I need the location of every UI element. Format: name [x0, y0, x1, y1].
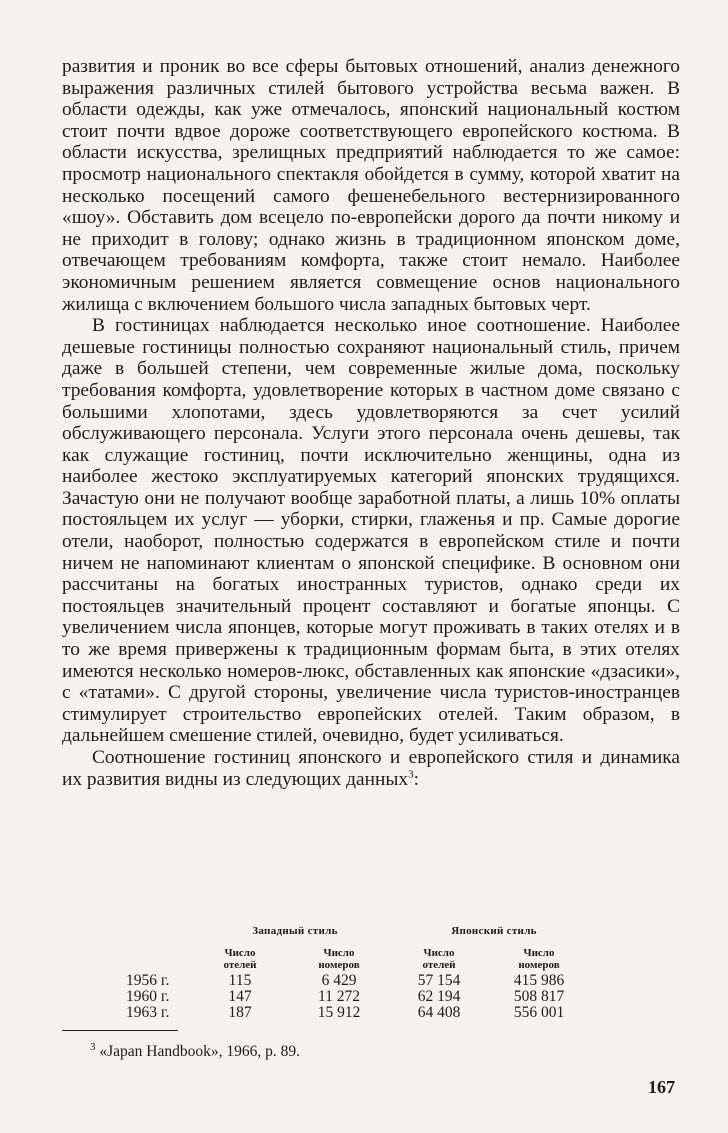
table-row	[126, 1005, 594, 1021]
japanese-rooms-cell: 556 001	[513, 1004, 565, 1021]
footnote	[90, 1040, 300, 1061]
year-cell: 1963 г.	[126, 1004, 170, 1021]
year-cell: 1960 г.	[126, 988, 170, 1005]
main-text	[62, 56, 680, 790]
japanese-hotels-cell: 57 154	[417, 972, 461, 989]
paragraph-2: В гостиницах наблюдается несколько иное соотношение. Наиболее дешевые гостиницы полностью сохраняют национальный стиль, причем даже в большей степени, чем современные жилые дома, поскольку требования комфорта, удовлетворение которых в частном доме связано с большими хлопотами, здесь удовлетворяются за счет усилий обслуживающего персонала. Услуги этого персонала очень дешевы, так как служащие гостиниц, почти исключительно женщины, одна из наиболее жестоко эксплуатируемых категорий японских трудящихся. Зачастую они не получают вообще заработной платы, а лишь 10% оплаты постояльцем их услуг — уборки, стирки, глаженья и пр. Самые дорогие отели, наоборот, полностью содержатся в европейском стиле и почти ничем не напоминают клиентам о японской специфике. В основном они рассчитаны на богатых иностранных туристов, однако среди их постояльцев значительный процент составляют и богатые японцы. С увеличением числа японцев, которые могут проживать в таких отелях и в то же время привержены к традиционным формам быта, в этих отелях имеются несколько номеров-люкс, обставленных как японские «дзасики», с «татами». С другой стороны, увеличение числа туристов-иностранцев стимулирует строительство европейских отелей. Таким образом, в дальнейшем смешение стилей, очевидно, будет усиливаться.	[62, 315, 680, 747]
japanese-hotels-cell: 64 408	[417, 1004, 461, 1021]
column-header-japanese-rooms: Число номеров	[518, 947, 560, 971]
paragraph-3: Соотношение гостиниц японского и европейского стиля и динамика их развития видны из следующих данных$^3$:	[62, 747, 680, 790]
paragraph-1: развития и проник во все сферы бытовых отношений, анализ денежного выражения различных стилей бытового устройства весьма важен. В области одежды, как уже отмечалось, японский национальный костюм стоит почти вдвое дороже соответствующего европейского костюма. В области искусства, зрелищных предприятий наблюдается то же самое: просмотр национального спектакля обойдется в сумму, которой хватит на несколько посещений самого фешенебельного вестернизированного «шоу». Обставить дом всецело по-европейски дорого да почти никому и не приходит в голову; однако жизнь в традиционном японском доме, отвечающем требованиям комфорта, также стоит немало. Наиболее экономичным решением является совмещение основ национального жилища с включением большого числа западных бытовых черт.	[62, 56, 680, 315]
western-hotels-cell: 147	[228, 988, 252, 1005]
footnote-reference: 3	[408, 768, 414, 781]
footnote-divider	[62, 1030, 178, 1031]
page-number: 167	[648, 1077, 675, 1097]
western-rooms-cell: 11 272	[317, 988, 361, 1005]
japanese-rooms-cell: 508 817	[513, 988, 565, 1005]
footnote-text: «Japan Handbook», 1966, p. 89.	[99, 1043, 300, 1060]
western-hotels-cell: 187	[228, 1004, 252, 1021]
western-rooms-cell: 15 912	[317, 1004, 361, 1021]
western-rooms-cell: 6 429	[321, 972, 357, 989]
column-header-japanese-hotels: Число отелей	[422, 947, 456, 971]
group-header-japanese: Японский стиль	[451, 925, 537, 937]
year-cell: 1956 г.	[126, 972, 170, 989]
table-row	[126, 989, 594, 1005]
column-header-western-rooms: Число номеров	[318, 947, 360, 971]
western-hotels-cell: 115	[228, 972, 252, 989]
column-header-western-hotels: Число отелей	[223, 947, 257, 971]
paragraph-3-text: Соотношение гостиниц японского и европейского стиля и динамика их развития видны из следующих данных	[62, 747, 680, 790]
footnote-marker: 3	[90, 1040, 96, 1053]
japanese-hotels-cell: 62 194	[417, 988, 461, 1005]
table-row	[126, 973, 594, 989]
group-header-western: Западный стиль	[252, 925, 338, 937]
japanese-rooms-cell: 415 986	[513, 972, 565, 989]
hotel-statistics-table	[126, 922, 594, 1021]
